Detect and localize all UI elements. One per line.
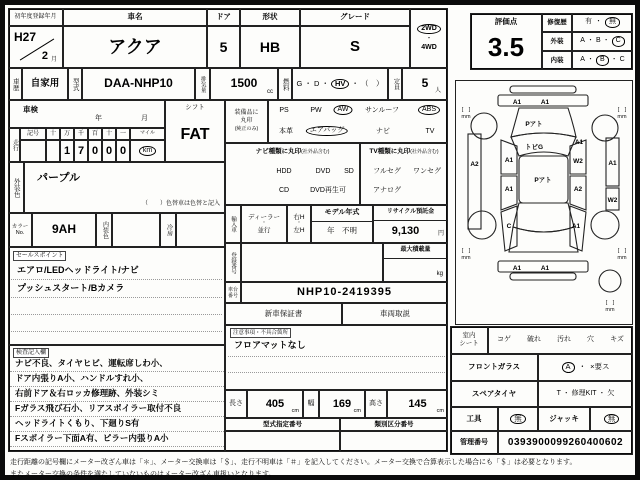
color-no-value: 9AH — [32, 213, 96, 247]
color-no-label — [8, 213, 32, 247]
seat-label-1: 室内 — [462, 331, 476, 339]
jack-none-circled: 無 — [604, 414, 620, 425]
dot: ・ — [586, 37, 594, 45]
digit-col-header: 万 — [60, 128, 74, 140]
recycle-deposit-cell — [373, 205, 448, 243]
equip-leather: 本革 — [279, 128, 293, 135]
dot: ・ — [610, 56, 618, 64]
inspection-note-line: ナビ不良、タイヤヒビ、運転席しわ小、 — [15, 358, 168, 368]
tread-bracket: [ ] — [617, 107, 627, 113]
rule — [374, 220, 447, 221]
exterior-c-circled: C — [612, 36, 625, 46]
dotted-rule — [10, 386, 224, 387]
kg-unit: kg — [436, 271, 443, 278]
digit-col-header: 百 — [88, 128, 102, 140]
mileage-digit: 1 — [60, 140, 74, 162]
damage-mark: A1 — [608, 160, 617, 167]
capacity-label: 定員 — [388, 68, 402, 100]
front-right-wheel — [592, 115, 618, 141]
nav-cd: CD — [278, 187, 290, 194]
mileage-digit: 0 — [102, 140, 116, 162]
nav-hdd: HDD — [276, 168, 292, 175]
chassis-label-2: 番号 — [227, 292, 238, 299]
repair-no-circled: 無 — [605, 17, 620, 27]
seat-items — [488, 326, 633, 354]
dotted-rule — [11, 279, 222, 280]
interior-color-label: 内装色 — [96, 213, 112, 247]
ac-value — [176, 213, 225, 247]
handle-side-cell — [287, 205, 311, 243]
import-parallel: 並行 — [257, 226, 271, 234]
color-no-label-1: カラー — [11, 223, 29, 230]
sales-point-line: エアロ/LEDヘッドライト/ナビ — [17, 265, 139, 275]
damage-mark: A1 — [504, 157, 514, 164]
equipment-items — [268, 100, 448, 143]
seat-item: 穴 — [587, 335, 595, 343]
repair-history-label: 修復歴 — [542, 13, 572, 32]
repair-yes: 有 — [585, 18, 592, 26]
body-color-note: （ ）色替車は色替と記入 — [141, 201, 220, 208]
grade-value: S — [300, 26, 410, 68]
ac-label: 冷房 — [160, 213, 176, 247]
displacement-label: 排気量 — [195, 68, 210, 100]
reg-no-label: 登録番号 — [225, 243, 241, 282]
dotted-rule — [10, 371, 224, 372]
nav-title-text: ナビ種類に丸印 — [255, 148, 302, 155]
model-year-label: モデル年式 — [324, 209, 360, 216]
tread-bracket: [ ] — [617, 248, 627, 254]
exterior-grade-value — [572, 32, 633, 51]
model-year-cell — [311, 205, 373, 243]
equipment-label-3: (純正のみ) — [234, 126, 259, 133]
first-reg-month: 2 — [41, 50, 48, 63]
equip-ps: PS — [279, 107, 289, 114]
mm-unit: mm — [605, 307, 615, 313]
capacity-value: 5 — [421, 76, 429, 91]
dot: ・ — [602, 37, 610, 45]
inspection-notes-cell — [8, 345, 225, 452]
max-load-label: 最大積載量 — [400, 247, 431, 253]
displacement-unit: cc — [267, 89, 273, 96]
digit-col-header: 一 — [116, 128, 130, 140]
rule — [384, 258, 447, 259]
right-rear-door-panel — [570, 176, 586, 210]
rear-bumper-bottom — [510, 273, 576, 280]
jack-value — [590, 407, 633, 431]
caution-tab: 注意事項・不具合箇所 — [230, 328, 291, 338]
dotted-rule — [10, 431, 224, 432]
sales-point-line: プッシュスタート/Bカメラ — [17, 283, 125, 293]
damage-mark: W2 — [573, 158, 583, 165]
inspection-notes-tab: 検査記入欄 — [13, 348, 49, 358]
digit-col-header: 十 — [46, 128, 60, 140]
interior-grade-value — [572, 51, 633, 70]
month-unit: 月 — [50, 57, 57, 64]
equip-sunroof: サンルーフ — [364, 107, 400, 114]
tv-type-title — [361, 148, 447, 156]
model-year-value: 年 不明 — [327, 226, 357, 235]
mm-unit: mm — [461, 114, 471, 120]
body-color-label: 外装色 — [8, 162, 24, 213]
damage-mark: W2 — [607, 197, 618, 204]
equip-pw: PW — [310, 107, 322, 114]
fuel-options-prefix: G ・ D ・ — [296, 78, 329, 88]
equip-navi: ナビ — [376, 128, 390, 135]
admin-no-value: 0393900099260400602 — [498, 431, 633, 455]
grade-a: A — [580, 56, 585, 64]
footer-line: またメーター交換の条件を満たしていないものはメーター改ざん車扱いとなります。 — [10, 471, 276, 478]
equip-tv: TV — [425, 128, 435, 135]
car-name-value: アクア — [63, 26, 207, 68]
dotted-rule — [10, 401, 224, 402]
tools-none-circled: 無 — [510, 414, 526, 425]
dotted-rule — [10, 446, 224, 447]
repair-history-value — [572, 13, 633, 32]
shape-value: HB — [240, 26, 300, 68]
damage-mark: A1 — [571, 223, 581, 230]
tv-oneseg: ワンセグ — [413, 168, 441, 175]
damage-mark: A1 — [574, 139, 584, 146]
spare-tire-label: スペアタイヤ — [450, 381, 538, 407]
tread-bracket: [ ] — [461, 107, 471, 113]
exterior-grade-label: 外装 — [542, 32, 572, 51]
height-value: 145 — [408, 397, 427, 410]
dot: ・ — [578, 362, 587, 372]
tv-note-text: (社外品含む) — [410, 149, 439, 155]
damage-mark: A1 — [504, 186, 514, 193]
shaken-month: 月 — [141, 115, 148, 122]
seat-item: コゲ — [497, 335, 511, 343]
import-dealer: ディーラー — [248, 213, 280, 221]
door-value: 5 — [207, 26, 240, 68]
inspection-note-line: ドア内張りA小、ハンドルすれ小、 — [15, 373, 149, 383]
mm-unit: mm — [617, 114, 627, 120]
drive-type-cell — [410, 8, 448, 68]
damage-diagram-box — [455, 80, 633, 325]
chassis-label-1: 車台 — [227, 286, 238, 293]
capacity-unit: 人 — [434, 88, 441, 95]
nav-dvd: DVD — [315, 168, 331, 175]
manual-cell: 車両取説 — [342, 303, 448, 325]
cm-unit: cm — [291, 407, 299, 414]
recycle-label: リサイクル預託金 — [386, 209, 435, 215]
tools-label: 工具 — [450, 407, 498, 431]
reg-no-value — [241, 243, 383, 282]
dot: ・ — [586, 56, 594, 64]
trunk-panel — [509, 227, 578, 252]
digit-col-header: 千 — [74, 128, 88, 140]
height-cell — [387, 390, 448, 418]
seat-label — [450, 326, 488, 354]
spare-tire — [599, 270, 621, 292]
import-dot: ・ — [261, 220, 267, 227]
damage-mark: A1 — [540, 99, 550, 106]
type-designation-header: 型式指定番号 — [225, 418, 340, 431]
chassis-value: NHP10-2419395 — [241, 282, 448, 303]
front-left-wheel — [471, 113, 497, 139]
tread-bracket: [ ] — [461, 248, 471, 254]
damage-mark: Pアト — [525, 121, 543, 128]
mile-unit-header: マイル — [130, 128, 165, 140]
rear-right-wheel — [591, 211, 619, 239]
class-code-header: 類別区分番号 — [340, 418, 448, 431]
interior-grade-label: 内装 — [542, 51, 572, 70]
sales-points-cell — [8, 247, 225, 345]
width-label: 幅 — [303, 390, 319, 418]
dotted-rule — [11, 331, 222, 332]
fuel-cell — [292, 68, 388, 100]
displacement-cell — [210, 68, 278, 100]
color-no-label-2: No. — [15, 230, 25, 236]
km-circled: km — [139, 146, 156, 156]
tv-analog: アナログ — [373, 187, 401, 194]
displacement-value: 1500 — [230, 76, 258, 91]
width-value: 169 — [332, 397, 352, 410]
drive-2wd-circled: 2WD — [417, 24, 441, 34]
handle-right: 右H — [293, 213, 305, 221]
glass-rest: ×要ス — [590, 362, 610, 372]
grade-a: A — [580, 37, 585, 45]
equipment-label-2: 丸印 — [240, 118, 253, 125]
mm-unit: mm — [617, 255, 627, 261]
cm-unit: cm — [353, 407, 361, 414]
width-cell — [319, 390, 365, 418]
fuel-hv-circled: HV — [331, 79, 349, 90]
handle-left: 左H — [293, 226, 305, 234]
mileage-label: 走行 — [8, 128, 20, 162]
evaluation-score: 3.5 — [487, 31, 525, 62]
dotted-rule — [11, 314, 222, 315]
cm-unit: cm — [436, 407, 444, 414]
max-load-cell — [383, 243, 448, 282]
shift-cell — [165, 100, 225, 162]
sales-points-tab: セールスポイント — [13, 251, 66, 261]
shift-value: FAT — [180, 125, 210, 143]
drive-4wd: 4WD — [421, 44, 437, 52]
nav-type-cell — [225, 143, 360, 205]
first-reg-value-cell — [8, 26, 63, 68]
equip-airbag-circled: エアバッグ — [306, 126, 348, 136]
first-reg-year: H27 — [14, 30, 37, 44]
history-value: 自家用 — [22, 68, 68, 100]
damage-mark: A1 — [512, 265, 522, 272]
mileage-digit — [46, 140, 60, 162]
model-code-value: DAA-NHP10 — [82, 68, 195, 100]
dotted-rule — [11, 297, 222, 298]
inspection-note-line: 右前ドア＆右ロッカ修理跡、外装シミ — [15, 388, 160, 398]
type-designation-value — [225, 431, 340, 452]
fuel-label: 燃料 — [278, 68, 292, 100]
mileage-sign-value — [20, 140, 46, 162]
car-damage-diagram — [460, 84, 630, 322]
history-label: 車歴 — [8, 68, 22, 100]
inspection-note-line: Fガラス飛び石小、リアスポイラー取付不良 — [15, 403, 182, 413]
digit-col-header: 十 — [102, 128, 116, 140]
dotted-rule — [228, 372, 445, 373]
nav-sd: SD — [344, 168, 354, 175]
shaken-year: 年 — [95, 115, 102, 122]
shaken-label: 車検 — [23, 105, 38, 114]
damage-mark: A1 — [512, 99, 522, 106]
equipment-label — [225, 100, 268, 143]
dot: ・ — [595, 18, 602, 26]
seat-item: 汚れ — [557, 335, 572, 343]
shift-label: シフト — [185, 104, 205, 111]
left-rear-door-panel — [501, 176, 517, 210]
spare-tire-value: T ・ 修理KIT ・ 欠 — [538, 381, 633, 407]
left-side-strip — [468, 134, 481, 229]
shaken-cell — [8, 100, 165, 128]
fuel-options-suffix: ・ （ ） — [351, 78, 384, 88]
tread-bracket: [ ] — [605, 300, 615, 306]
door-header: ドア — [207, 8, 240, 26]
body-color-value: パープル — [37, 172, 81, 184]
first-reg-header: 初年度登録年月 — [8, 8, 63, 26]
body-color-cell — [24, 162, 225, 213]
front-glass-value — [538, 354, 633, 381]
shape-header: 形状 — [240, 8, 300, 26]
front-bumper-top — [510, 86, 576, 93]
warranty-cell: 新車保証書 — [225, 303, 342, 325]
mm-unit: mm — [461, 255, 471, 261]
tools-value — [498, 407, 538, 431]
damage-mark: A2 — [470, 161, 479, 168]
rule — [312, 221, 372, 222]
length-label: 長さ — [225, 390, 247, 418]
damage-mark: トビG — [524, 144, 544, 151]
drive-dot: ・ — [425, 34, 433, 42]
inspection-note-line: Fスポイラー下面A有、ピラー内張りA小 — [15, 433, 169, 443]
rear-left-wheel — [468, 211, 496, 239]
mileage-sign-header: 記号 — [20, 128, 46, 140]
damage-mark: C — [506, 223, 512, 230]
rear-window-panel — [513, 203, 574, 232]
interior-b-circled: B — [596, 55, 609, 65]
recycle-value: 9,130 — [391, 225, 420, 237]
damage-mark: Pアト — [534, 177, 552, 184]
nav-note-text: (社外品含む) — [301, 149, 330, 155]
model-code-label: 型式 — [68, 68, 82, 100]
tv-type-cell — [360, 143, 448, 205]
height-label: 高さ — [365, 390, 387, 418]
yen-unit: 円 — [437, 231, 444, 238]
length-value: 405 — [265, 397, 285, 410]
nav-type-title — [226, 148, 359, 156]
nav-dvd-play: DVD再生可 — [310, 187, 346, 194]
damage-mark: A2 — [573, 186, 583, 193]
interior-color-value — [112, 213, 160, 247]
admin-no-label: 管理番号 — [450, 431, 498, 455]
tv-title-text: TV種類に丸印 — [369, 148, 411, 155]
damage-mark: A1 — [540, 265, 550, 272]
capacity-cell — [402, 68, 448, 100]
caution-cell — [225, 325, 448, 390]
windshield-panel — [511, 133, 576, 156]
footer-line: 走行距離の記号欄にメーター改ざん車は「＊」、メーター交換車は「＄」、走行不明車は「＃」を記入してください。メーター交換で合算表示した場合にも「＄」は必要となります。 — [10, 459, 577, 466]
equip-aw-circled: AW — [333, 105, 352, 115]
equip-abs-circled: ABS — [418, 105, 440, 115]
caution-value: フロアマットなし — [234, 340, 306, 350]
km-unit-cell — [130, 140, 165, 162]
car-name-header: 車名 — [63, 8, 207, 26]
evaluation-label: 評価点 — [494, 17, 518, 26]
import-dealer-cell — [241, 205, 287, 243]
grade-b: B — [595, 37, 601, 45]
seat-item: 破れ — [527, 335, 542, 343]
class-code-value — [340, 431, 448, 452]
seat-item: キズ — [610, 335, 624, 343]
mileage-digit: 0 — [116, 140, 130, 162]
dotted-rule — [10, 416, 224, 417]
inspection-note-line: ヘッドライトくもり、下廻りS有 — [15, 418, 140, 428]
footer-notes — [10, 457, 634, 479]
dotted-rule — [228, 356, 445, 357]
grade-c: C — [619, 56, 625, 64]
import-label: 輸入車 — [225, 205, 241, 243]
jack-label: ジャッキ — [538, 407, 590, 431]
chassis-label — [225, 282, 241, 303]
mileage-digit: 0 — [88, 140, 102, 162]
evaluation-score-cell — [470, 13, 542, 70]
seat-label-2: シート — [459, 340, 479, 347]
front-glass-label: フロントガラス — [450, 354, 538, 381]
mileage-digit: 7 — [74, 140, 88, 162]
length-cell — [247, 390, 303, 418]
glass-a-circled: A — [562, 362, 575, 373]
equipment-label-1: 装備品に — [234, 110, 259, 117]
grade-header: グレード — [300, 8, 410, 26]
handle-dot: ・ — [296, 220, 302, 227]
tv-fullseg: フルセグ — [373, 168, 401, 175]
